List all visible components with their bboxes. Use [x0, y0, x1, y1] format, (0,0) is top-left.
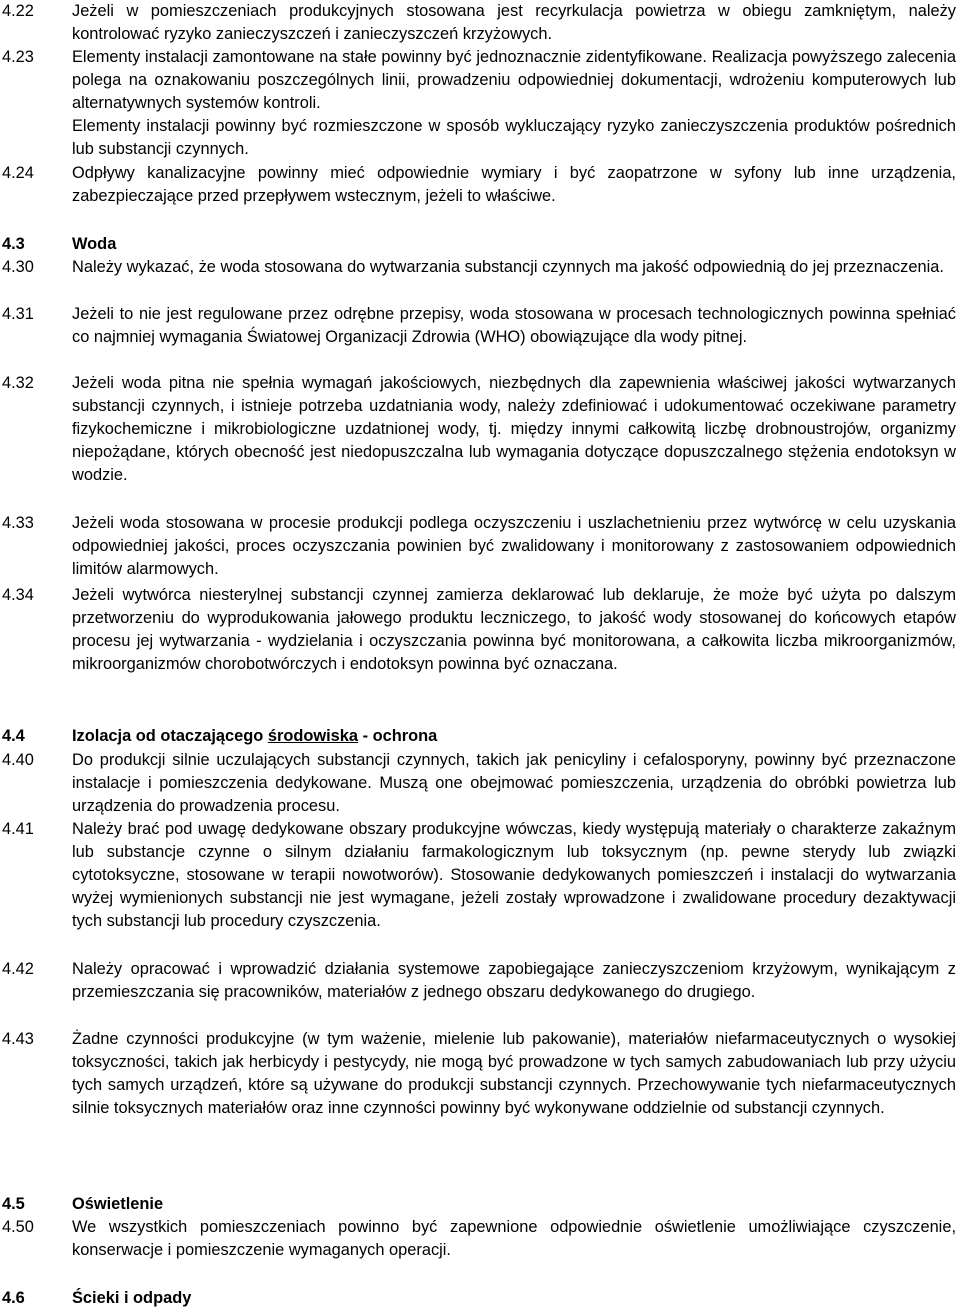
- heading-number: 4.6: [2, 1289, 25, 1307]
- section-number: 4.32: [2, 374, 34, 392]
- paragraph: Jeżeli to nie jest regulowane przez odrębne przepisy, woda stosowana w procesach technologicznych powinna spełniać co najmniej wymagania Światowej Organizacji Zdrowia (WHO) obowiązujące dla wody pitnej.: [72, 305, 956, 346]
- section-number: 4.22: [2, 2, 34, 20]
- section-text: [72, 0, 956, 46]
- section-number: 4.43: [2, 1030, 34, 1048]
- section-number: 4.24: [2, 164, 34, 182]
- heading-4-5: [2, 1193, 956, 1216]
- section-4-30: [2, 256, 956, 279]
- paragraph: Odpływy kanalizacyjne powinny mieć odpowiednie wymiary i być zaopatrzone w syfony lub inne urządzenia, zabezpieczające przed przepływem wstecznym, jeżeli to właściwe.: [72, 164, 956, 205]
- paragraph: Jeżeli woda stosowana w procesie produkcji podlega oczyszczeniu i uszlachetnieniu przez wytwórcę w celu uzyskania odpowiedniej jakości, proces oczyszczania powinien być zwalidowany i monitorowany z zastosowaniem odpowiednich limitów alarmowych.: [72, 514, 956, 578]
- paragraph: Żadne czynności produkcyjne (w tym ważenie, mielenie lub pakowanie), materiałów niefarmaceutycznych o wysokiej toksyczności, takich jak herbicydy i pestycydy, nie mogą być prowadzone w tych samych zabudowaniach lub przy użyciu tych samych urządzeń, które są używane do produkcji substancji czynnych. Przechowywanie tych niefarmaceutycznych silnie toksycznych materiałów oraz inne czynności powinny być wykonywane oddzielnie od substancji czynnych.: [72, 1030, 956, 1117]
- section-number: 4.41: [2, 820, 34, 838]
- section-text: [72, 1216, 956, 1262]
- section-4-22: [2, 0, 956, 46]
- section-number: 4.40: [2, 751, 34, 769]
- section-4-50: [2, 1216, 956, 1262]
- section-text: [72, 1028, 956, 1120]
- heading-4-3: [2, 233, 956, 256]
- paragraph: Jeżeli wytwórca niesterylnej substancji czynnej zamierza deklarować lub deklaruje, że może być użyta po dalszym przetworzeniu do wyprodukowania jałowego produktu leczniczego, to jakość wody stosowanej do końcowych etapów procesu jej wytwarzania - wydzielania i oczyszczania powinna być monitorowana, a całkowita liczba mikroorganizmów, mikroorganizmów chorobotwórczych i endotoksyn powinna być oznaczana.: [72, 586, 956, 673]
- heading-number: 4.5: [2, 1195, 25, 1213]
- section-number: 4.50: [2, 1218, 34, 1236]
- paragraph: Jeżeli w pomieszczeniach produkcyjnych stosowana jest recyrkulacja powietrza w obiegu zamkniętym, należy kontrolować ryzyko zanieczyszczeń i zanieczyszczeń krzyżowych.: [72, 2, 956, 43]
- paragraph: Należy opracować i wprowadzić działania systemowe zapobiegające zanieczyszczeniom krzyżowym, wynikającym z przemieszczania się pracowników, materiałów z jednego obszaru dedykowanego do drugiego.: [72, 960, 956, 1001]
- section-4-31: [2, 303, 956, 349]
- section-number: 4.30: [2, 258, 34, 276]
- section-4-42: [2, 958, 956, 1004]
- heading-4-6: [2, 1287, 956, 1310]
- section-number: 4.34: [2, 586, 34, 604]
- section-4-33: [2, 512, 956, 581]
- section-text: [72, 584, 956, 676]
- heading-number: 4.3: [2, 235, 25, 253]
- paragraph: Elementy instalacji zamontowane na stałe powinny być jednoznacznie zidentyfikowane. Realizacja powyższego zalecenia polega na oznakowaniu poszczególnych linii, prowadzeniu odpowiedniej dokumentacji, wdrożeniu komputerowych lub alternatywnych systemów kontroli.: [72, 48, 956, 112]
- section-4-32: [2, 372, 956, 487]
- heading-title: Ścieki i odpady: [72, 1289, 192, 1307]
- section-text: [72, 818, 956, 933]
- paragraph: Elementy instalacji powinny być rozmieszczone w sposób wykluczający ryzyko zanieczyszczenia produktów pośrednich lub substancji czynnych.: [72, 117, 956, 158]
- section-4-41: [2, 818, 956, 933]
- section-text: [72, 303, 956, 349]
- section-text: [72, 46, 956, 161]
- section-4-34: [2, 584, 956, 676]
- section-number: 4.31: [2, 305, 34, 323]
- section-number: 4.33: [2, 514, 34, 532]
- paragraph: Należy brać pod uwagę dedykowane obszary produkcyjne wówczas, kiedy występują materiały o charakterze zakaźnym lub substancje czynne o silnym działaniu farmakologicznym lub toksycznym (np. pewne sterydy lub związki cytotoksyczne, stosowane w terapii nowotworów). Stosowanie dedykowanych pomieszczeń i instalacji do wytwarzania wyżej wymienionych substancji nie jest wymagane, jeżeli zostały wprowadzone i zwalidowane procedury dezaktywacji tych substancji lub procedury czyszczenia.: [72, 820, 956, 930]
- section-4-23: [2, 46, 956, 161]
- paragraph: Należy wykazać, że woda stosowana do wytwarzania substancji czynnych ma jakość odpowiednią do jej przeznaczenia.: [72, 258, 944, 276]
- section-4-43: [2, 1028, 956, 1120]
- section-text: [72, 749, 956, 818]
- heading-title: Oświetlenie: [72, 1195, 164, 1213]
- section-number: 4.42: [2, 960, 34, 978]
- heading-4-4: [2, 725, 956, 748]
- section-text: [72, 256, 956, 279]
- section-text: [72, 162, 956, 208]
- section-text: [72, 372, 956, 487]
- heading-title: Woda: [72, 235, 117, 253]
- paragraph: We wszystkich pomieszczeniach powinno być zapewnione odpowiednie oświetlenie umożliwiające czyszczenie, konserwacje i pomieszczenie wymaganych operacji.: [72, 1218, 956, 1259]
- section-number: 4.23: [2, 48, 34, 66]
- heading-title: Izolacja od otaczającego środowiska - ochrona: [72, 727, 438, 745]
- section-text: [72, 958, 956, 1004]
- paragraph: Do produkcji silnie uczulających substancji czynnych, takich jak penicyliny i cefalosporyny, powinny być przeznaczone instalacje i pomieszczenia dedykowane. Muszą one obejmować pomieszczenia, urządzenia do obróbki powietrza lub urządzenia do prowadzenia procesu.: [72, 751, 956, 815]
- paragraph: Jeżeli woda pitna nie spełnia wymagań jakościowych, niezbędnych dla zapewnienia właściwej jakości wytwarzanych substancji czynnych, i istnieje potrzeba uzdatniania wody, należy zdefiniować i udokumentować oczekiwane parametry fizykochemiczne i mikrobiologiczne uzdatnionej wody, tj. między innymi całkowitą liczbę drobnoustrojów, organizmy niepożądane, których obecność jest niedopuszczalna lub wymagania dotyczące dopuszczalnego stężenia endotoksyn w wodzie.: [72, 374, 956, 484]
- section-text: [72, 512, 956, 581]
- underlined-word: środowiska: [267, 727, 359, 745]
- section-4-24: [2, 162, 956, 208]
- heading-number: 4.4: [2, 727, 25, 745]
- section-4-40: [2, 749, 956, 818]
